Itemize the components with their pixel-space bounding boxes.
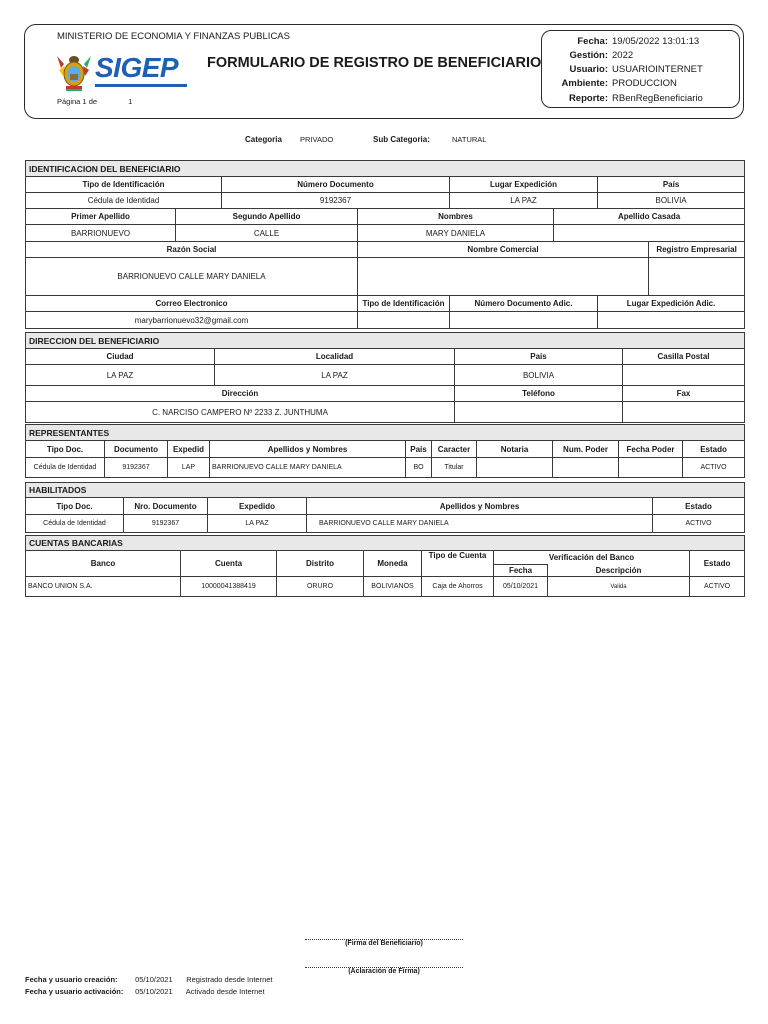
address-table: [25, 332, 745, 423]
col-header: Registro Empresarial: [649, 242, 745, 258]
cell-value: 10000041388419: [181, 577, 277, 597]
cell-value: BARRIONUEVO: [26, 225, 176, 242]
col-header: Estado: [690, 551, 745, 577]
col-header: Tipo Doc.: [26, 441, 105, 458]
col-header: Razón Social: [26, 242, 358, 258]
cell-value: LA PAZ: [450, 193, 598, 209]
col-header: Num. Poder: [553, 441, 619, 458]
bank-accounts-table: [25, 535, 745, 597]
meta-label: Reporte:: [568, 93, 608, 104]
cell-value: CALLE: [176, 225, 358, 242]
col-header: Banco: [26, 551, 181, 577]
meta-value: 19/05/2022 13:01:13: [612, 36, 700, 47]
col-header: Caracter: [432, 441, 477, 458]
col-header: Tipo Doc.: [26, 498, 124, 515]
cell-value: C. NARCISO CAMPERO Nº 2233 Z. JUNTHUMA: [26, 402, 455, 423]
page-label: Página 1 de: [57, 97, 98, 106]
cell-value: [623, 402, 745, 423]
category-value: PRIVADO: [300, 135, 334, 144]
cell-value: BOLIVIANOS: [364, 577, 422, 597]
col-header: Teléfono: [455, 386, 623, 402]
cell-value: [598, 312, 745, 329]
cell-value: [619, 458, 683, 478]
col-header: Número Documento: [222, 177, 450, 193]
footer-date: 05/10/2021: [135, 975, 173, 984]
cell-value: BARRIONUEVO CALLE MARY DANIELA: [26, 258, 358, 296]
col-header: Nombre Comercial: [358, 242, 649, 258]
col-header: Correo Electronico: [26, 296, 358, 312]
col-header: Documento: [105, 441, 168, 458]
meta-value: PRODUCCION: [612, 78, 677, 89]
subcategory-value: NATURAL: [452, 135, 487, 144]
col-header: Verificación del Banco: [494, 551, 690, 565]
cell-value: LAP: [168, 458, 210, 478]
cell-value: marybarrionuevo32@gmail.com: [26, 312, 358, 329]
col-header: Tipo de Identificación: [26, 177, 222, 193]
col-header: Segundo Apellido: [176, 209, 358, 225]
subcategory-label: Sub Categoria:: [373, 135, 430, 144]
cell-value: Valida: [548, 577, 690, 597]
signature-label: (Firma del Beneficiario): [345, 940, 423, 947]
cell-value: [450, 312, 598, 329]
cell-value: ACTIVO: [690, 577, 745, 597]
footer-note: Activado desde Internet: [185, 987, 265, 996]
page-info: [57, 97, 132, 106]
cell-value: BARRIONUEVO CALLE MARY DANIELA: [210, 458, 406, 478]
cell-value: BOLIVIA: [598, 193, 745, 209]
footer-date: 05/10/2021: [135, 987, 173, 996]
meta-value: RBenRegBeneficiario: [612, 93, 703, 104]
col-header: Moneda: [364, 551, 422, 577]
col-header: Apellidos y Nombres: [307, 498, 653, 515]
form-title: FORMULARIO DE REGISTRO DE BENEFICIARIO: [207, 55, 542, 71]
identification-table: [25, 160, 745, 329]
table-row: [26, 515, 745, 533]
cell-value: [358, 312, 450, 329]
col-header: Primer Apellido: [26, 209, 176, 225]
col-header: Nombres: [358, 209, 554, 225]
section-title: IDENTIFICACION DEL BENEFICIARIO: [26, 161, 745, 177]
col-header: Número Documento Adic.: [450, 296, 598, 312]
cell-value: BARRIONUEVO CALLE MARY DANIELA: [307, 515, 653, 533]
footer-activation: [25, 987, 265, 996]
footer-label: Fecha y usuario creación:: [25, 975, 118, 984]
cell-value: [455, 402, 623, 423]
cell-value: Titular: [432, 458, 477, 478]
cell-value: [553, 458, 619, 478]
cell-value: 9192367: [222, 193, 450, 209]
col-header: Ciudad: [26, 349, 215, 365]
page-total: 1: [128, 97, 133, 106]
cell-value: Cédula de Identidad: [26, 193, 222, 209]
col-header: Fecha: [494, 565, 548, 577]
ministry-name: MINISTERIO DE ECONOMIA Y FINANZAS PUBLICAS: [57, 31, 290, 42]
meta-label: Ambiente:: [561, 78, 608, 89]
coat-of-arms-icon: [55, 52, 93, 92]
cell-value: BOLIVIA: [455, 365, 623, 386]
cell-value: ACTIVO: [653, 515, 745, 533]
section-title: CUENTAS BANCARIAS: [26, 536, 745, 551]
col-header: Expedid: [168, 441, 210, 458]
cell-value: BO: [406, 458, 432, 478]
table-row: [26, 577, 745, 597]
col-header: Casilla Postal: [623, 349, 745, 365]
col-header: País: [455, 349, 623, 365]
col-header: Expedido: [208, 498, 307, 515]
col-header: Dirección: [26, 386, 455, 402]
cell-value: ORURO: [277, 577, 364, 597]
col-header: Nro. Documento: [124, 498, 208, 515]
col-header: Fax: [623, 386, 745, 402]
col-header: Apellido Casada: [554, 209, 745, 225]
col-header: Localidad: [215, 349, 455, 365]
meta-label: Fecha:: [577, 36, 608, 47]
footer-note: Registrado desde Internet: [186, 975, 273, 984]
cell-value: Caja de Ahorros: [422, 577, 494, 597]
col-header: Apellidos y Nombres: [210, 441, 406, 458]
meta-label: Usuario:: [569, 64, 608, 75]
cell-value: LA PAZ: [208, 515, 307, 533]
footer-creation: [25, 975, 273, 984]
meta-value: USUARIOINTERNET: [612, 64, 703, 75]
col-header: Lugar Expedición: [450, 177, 598, 193]
col-header: Cuenta: [181, 551, 277, 577]
cell-value: LA PAZ: [26, 365, 215, 386]
col-header: Tipo de Cuenta: [422, 551, 494, 577]
cell-value: 9192367: [124, 515, 208, 533]
col-header: País: [598, 177, 745, 193]
meta-label: Gestión:: [569, 50, 608, 61]
col-header: País: [406, 441, 432, 458]
clarification-label: (Aclaración de Firma): [348, 968, 420, 975]
logo-underline: [95, 84, 187, 87]
section-title: HABILITADOS: [26, 483, 745, 498]
col-header: Distrito: [277, 551, 364, 577]
sigep-logo-text: SIGEP: [95, 52, 179, 83]
col-header: Notaria: [477, 441, 553, 458]
footer-label: Fecha y usuario activación:: [25, 987, 124, 996]
section-title: DIRECCION DEL BENEFICIARIO: [26, 333, 745, 349]
category-label: Categoria: [245, 135, 282, 144]
sigep-logo: [55, 52, 190, 94]
cell-value: 05/10/2021: [494, 577, 548, 597]
cell-value: 9192367: [105, 458, 168, 478]
cell-value: Cédula de Identidad: [26, 515, 124, 533]
col-header: Tipo de Identificación: [358, 296, 450, 312]
report-meta-box: [541, 30, 740, 108]
cell-value: [649, 258, 745, 296]
cell-value: MARY DANIELA: [358, 225, 554, 242]
col-header: Estado: [653, 498, 745, 515]
cell-value: [623, 365, 745, 386]
col-header: Estado: [683, 441, 745, 458]
col-header: Descripción: [548, 565, 690, 577]
table-row: [26, 458, 745, 478]
enabled-users-table: [25, 482, 745, 533]
cell-value: ACTIVO: [683, 458, 745, 478]
cell-value: [358, 258, 649, 296]
cell-value: [477, 458, 553, 478]
section-title: REPRESENTANTES: [26, 425, 745, 441]
representatives-table: [25, 424, 745, 478]
cell-value: [554, 225, 745, 242]
cell-value: Cédula de Identidad: [26, 458, 105, 478]
col-header: Fecha Poder: [619, 441, 683, 458]
col-header: Lugar Expedición Adic.: [598, 296, 745, 312]
meta-value: 2022: [612, 50, 634, 61]
cell-value: LA PAZ: [215, 365, 455, 386]
cell-value: BANCO UNION S.A.: [26, 577, 181, 597]
